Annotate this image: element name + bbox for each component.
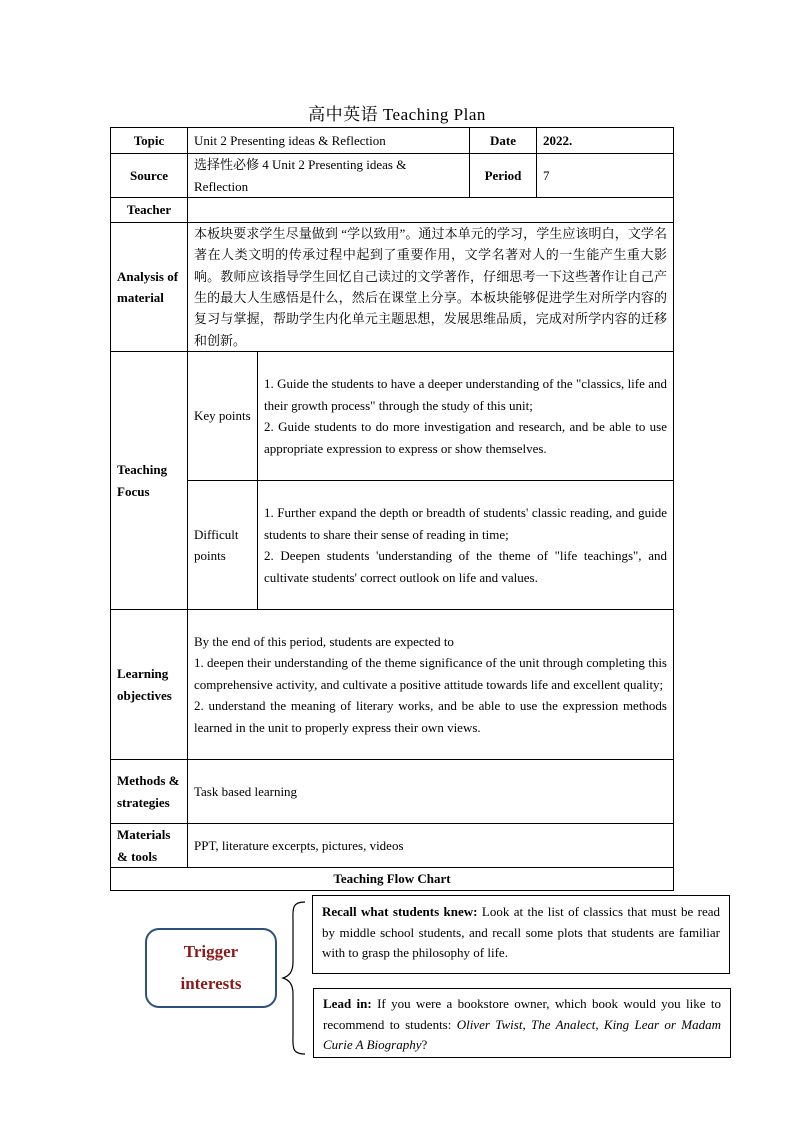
teaching-focus-label: Teaching Focus [111, 352, 188, 610]
key-points-label: Key points [188, 352, 258, 481]
recall-label: Recall what students knew: [322, 904, 478, 919]
lead-in-books: Oliver Twist, The Analect, King Lear or Madam Curie A Biography [323, 1016, 721, 1052]
date-value: 2022. [537, 128, 674, 154]
topic-row [111, 128, 674, 154]
key-point-2: 2. Guide students to do more investigation and research, and be able to use appropriate expression to express or show themselves. [264, 419, 667, 456]
difficult-point-2: 2. Deepen students 'understanding of the theme of "life teachings", and cultivate students' correct outlook on life and values. [264, 548, 667, 585]
teaching-plan-table [110, 127, 674, 891]
analysis-text: 本板块要求学生尽量做到 “学以致用”。通过本单元的学习，学生应该明白，文学名著在人类文明的传承过程中起到了重要作用，文学名著对人的一生能产生重大影响。教师应该指导学生回忆自己读过的文学著作，仔细思考一下这些著作让自己产生的最大人生感悟是什么，然后在课堂上分享。本板块能够促进学生对所学内容的复习与掌握，帮助学生内化单元主题思想，发展思维品质，完成对所学内容的迁移和创新。 [188, 223, 674, 352]
key-points-row [111, 352, 674, 481]
analysis-row [111, 223, 674, 352]
teacher-label: Teacher [111, 198, 188, 223]
materials-value: PPT, literature excerpts, pictures, videos [188, 824, 674, 868]
materials-label: Materials & tools [111, 824, 188, 868]
trigger-line-1: Trigger [183, 942, 239, 961]
trigger-line-2: interests [180, 974, 242, 993]
methods-label: Methods & strategies [111, 760, 188, 824]
period-label: Period [470, 154, 537, 198]
lead-in-end: ? [421, 1037, 428, 1052]
trigger-interests-box [145, 928, 277, 1008]
key-point-1: 1. Guide the students to have a deeper understanding of the "classics, life and their growth process" through the study of this unit; [264, 376, 667, 413]
recall-box [312, 895, 730, 974]
date-label: Date [470, 128, 537, 154]
methods-row [111, 760, 674, 824]
teacher-row [111, 198, 674, 223]
source-value: 选择性必修 4 Unit 2 Presenting ideas & Reflection [188, 154, 470, 198]
source-row [111, 154, 674, 198]
objective-2: 2. understand the meaning of literary works, and be able to use the expression methods learned in the unit to properly express their own views. [194, 698, 667, 735]
topic-value: Unit 2 Presenting ideas & Reflection [188, 128, 470, 154]
key-points-text [258, 352, 674, 481]
analysis-label: Analysis of material [111, 223, 188, 352]
objectives-text [188, 610, 674, 760]
page-title: 高中英语 Teaching Plan [308, 105, 486, 124]
difficult-points-row [111, 481, 674, 610]
lead-in-text: If you were a bookstore owner, which book would you like to recommend to students: [323, 996, 721, 1032]
difficult-points-label: Difficult points [188, 481, 258, 610]
methods-value: Task based learning [188, 760, 674, 824]
objectives-label: Learning objectives [111, 610, 188, 760]
flow-chart-label: Teaching Flow Chart [111, 868, 674, 891]
objectives-row [111, 610, 674, 760]
topic-label: Topic [111, 128, 188, 154]
difficult-point-1: 1. Further expand the depth or breadth of students' classic reading, and guide students to share their sense of reading in time; [264, 505, 667, 542]
materials-row [111, 824, 674, 868]
lead-in-label: Lead in: [323, 996, 372, 1011]
recall-text: Look at the list of classics that must be read by middle school students, and recall some plots that students are familiar with to grasp the philosophy of life. [322, 904, 721, 960]
curly-brace-connector [281, 900, 311, 1056]
difficult-points-text [258, 481, 674, 610]
lead-in-box [313, 988, 731, 1058]
source-label: Source [111, 154, 188, 198]
teacher-value [188, 198, 674, 223]
objectives-intro: By the end of this period, students are expected to [194, 633, 454, 649]
objective-1: 1. deepen their understanding of the theme significance of the unit through completing this comprehensive activity, and cultivate a positive attitude towards life and excellent quality; [194, 655, 667, 692]
flow-chart-row [111, 868, 674, 891]
period-value: 7 [537, 154, 674, 198]
